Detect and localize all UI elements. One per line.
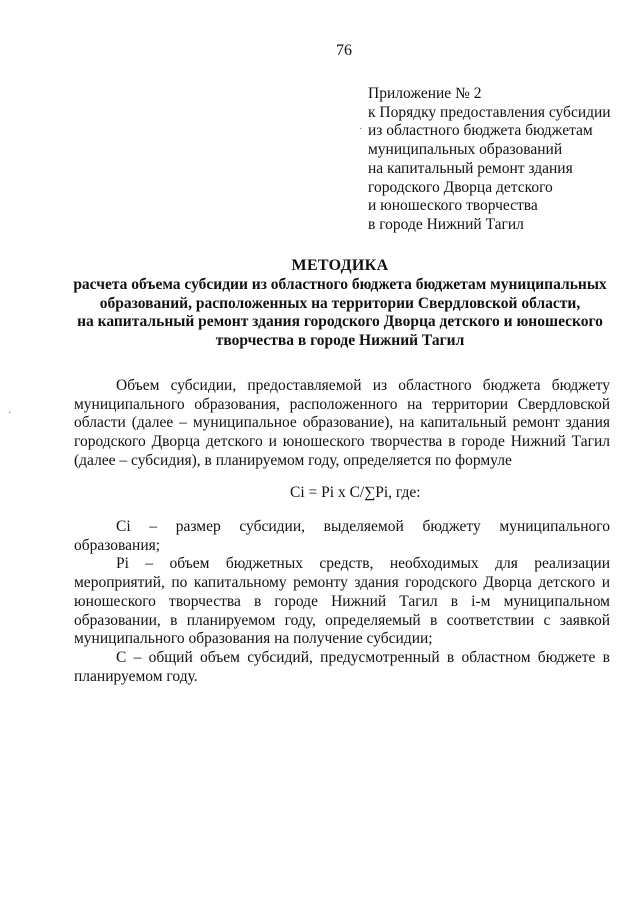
appendix-line: к Порядку предоставления субсидии	[368, 103, 611, 121]
appendix-line: на капитальный ремонт здания	[368, 159, 573, 177]
scan-speck: ·	[359, 124, 363, 135]
definition-pi: Pi – объем бюджетных средств, необходимых для реализации мероприятий, по капитальному ремонту здания городского Дворца детского и юношеского творчества в городе Нижний Тагил в i-м муниципальном образовании, в планируемом году, определяемый в соответствии с заявкой муниципального образования на получение субсидии;	[74, 555, 610, 648]
appendix-line: и юношеского творчества	[368, 197, 538, 215]
page-number: 76	[336, 42, 352, 59]
subtitle-line: образований, расположенных на территории Свердловской области,	[99, 294, 581, 312]
subtitle-line: расчета объема субсидии из областного бюджета бюджетам муниципальных	[73, 276, 607, 293]
appendix-line: Приложение № 2	[368, 85, 482, 102]
methodology-heading	[70, 256, 610, 351]
definitions-block	[74, 518, 610, 686]
appendix-line: из областного бюджета бюджетам	[368, 122, 593, 140]
intro-text: Объем субсидии, предоставляемой из областного бюджета бюджету муниципального образования, расположенного на территории Свердловской области (далее – муниципальное образование), на капитальный ремонт здания городского Дворца детского и юношеского творчества в городе Нижний Тагил (далее – субсидия), в планируемом году, определяется по формуле	[74, 377, 610, 469]
document-title: МЕТОДИКА	[291, 257, 389, 274]
scan-speck: ·	[8, 408, 12, 419]
appendix-line: муниципальных образований	[368, 141, 563, 159]
intro-paragraph	[74, 377, 610, 471]
subtitle-line: творчества в городе Нижний Тагил	[215, 332, 465, 350]
appendix-line: в городе Нижний Тагил	[368, 215, 524, 233]
document-subtitle	[70, 276, 610, 351]
definition-c: C – общий объем субсидий, предусмотренный в областном бюджете в планируемом году.	[74, 648, 610, 685]
formula: Ci = Pi x C/∑Pi, где:	[290, 484, 421, 501]
appendix-block	[368, 85, 628, 235]
definition-ci: Ci – размер субсидии, выделяемой бюджету муниципального образования;	[74, 518, 610, 554]
subtitle-line: на капитальный ремонт здания городского Дворца детского и юношеского	[77, 313, 603, 331]
appendix-line: городского Дворца детского	[368, 178, 553, 196]
